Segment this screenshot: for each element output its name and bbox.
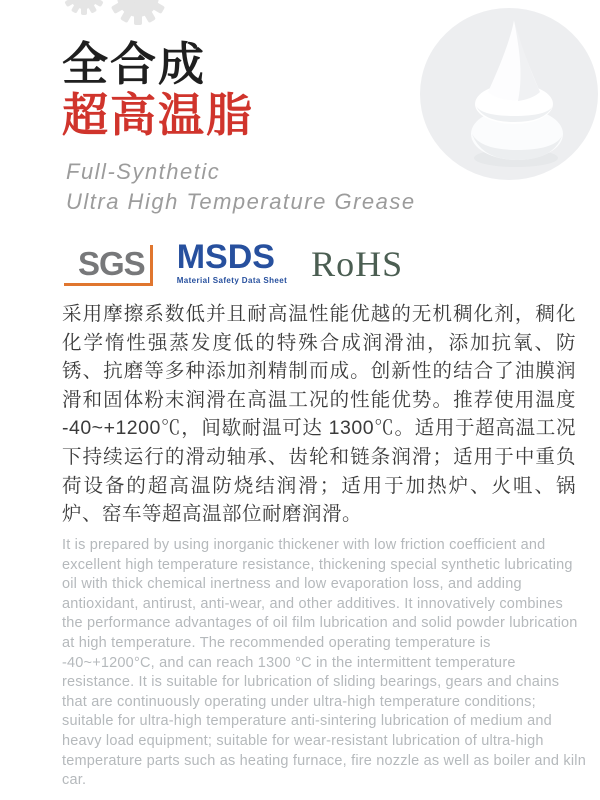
rohs-logo: RoHS — [311, 243, 404, 284]
description-english: It is prepared by using inorganic thickener with low friction coefficient and excellent high temperature resistance, thickening special synthetic lubricating oil with thick chemical inertness and low evaporation loss, and adding antioxidant, antirust, anti-wear, and other additives. It innovatively combines the performance advantages of oil film lubrication and solid powder lubrication at high temperature. The recommended operating temperature is -40~+1200°C, and can reach 1300 °C in the intermittent temperature resistance. It is suitable for lubrication of sliding bearings, gears and chains that are continuously operating under ultra-high temperature conditions; suitable for ultra-high temperature anti-sintering lubrication of medium and heavy load equipment; suitable for wear-resistant lubrication of ultra-high temperature parts such as heating furnace, fire nozzle as well as boiler and kiln car. — [62, 537, 586, 789]
sgs-logo — [64, 245, 153, 286]
product-title-cn-accent: 超高温脂 — [62, 89, 254, 141]
product-photo — [420, 8, 598, 180]
msds-logo-sublabel: Material Safety Data Sheet — [176, 275, 288, 285]
grease-dollop-image — [420, 8, 598, 180]
subtitle-line2: Ultra High Temperature Grease — [66, 189, 416, 214]
description-chinese: 采用摩擦系数低并且耐高温性能优越的无机稠化剂，稠化化学惰性强蒸发度低的特殊合成润滑油，添加抗氧、防锈、抗磨等多种添加剂精制而成。创新性的结合了油膜润滑和固体粉末润滑在高温工况的性能优势。推荐使用温度 -40~+1200℃，间歇耐温可达 1300℃。适用于超高温工况下持续运行的滑动轴承、齿轮和链条润滑；适用于中重负荷设备的超高温防烧结润滑；适用于加热炉、火咀、锅炉、窑车等超高温部位耐磨润滑。 — [62, 303, 576, 526]
gears-icon — [56, 0, 196, 40]
msds-logo-label: MSDS — [176, 238, 275, 276]
gear-decoration — [56, 0, 196, 40]
product-subtitle-en — [66, 157, 416, 217]
msds-logo — [176, 238, 288, 285]
subtitle-line1: Full-Synthetic — [66, 159, 221, 184]
product-title-cn: 全合成 — [62, 38, 206, 90]
sgs-logo-label: SGS — [78, 244, 145, 282]
certification-logos — [64, 238, 404, 286]
